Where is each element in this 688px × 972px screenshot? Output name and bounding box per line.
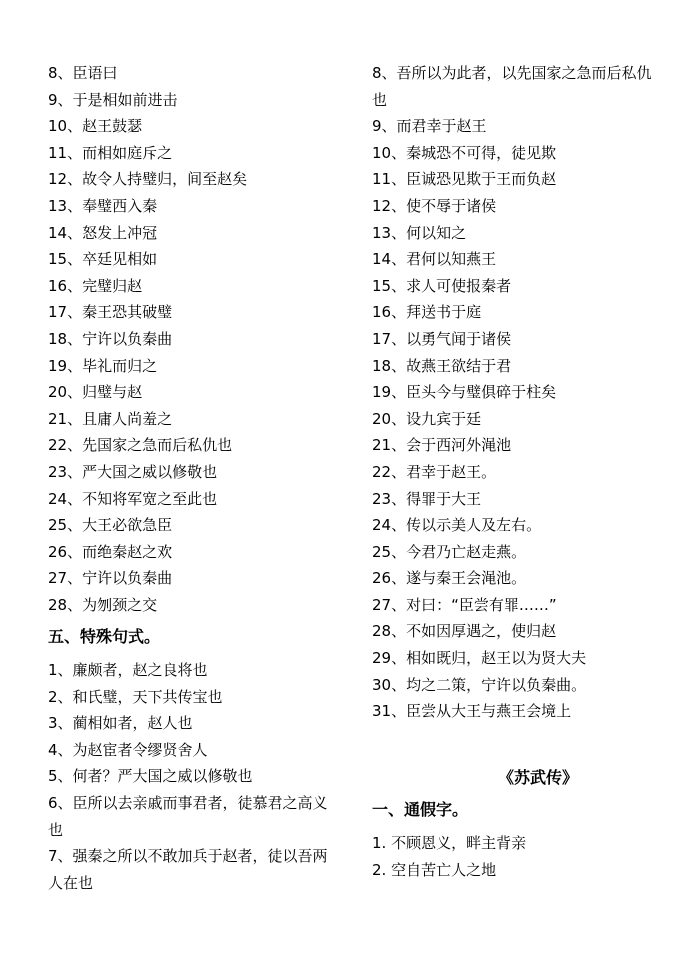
list-item: 16、拜送书于庭 bbox=[372, 303, 482, 322]
list-item: 19、臣头今与璧俱碎于柱矣 bbox=[372, 383, 557, 402]
list-item: 6、臣所以去亲戚而事君者，徒慕君之高义也 bbox=[48, 794, 328, 839]
list-item: 18、故燕王欲结于君 bbox=[372, 356, 512, 375]
list-item: 28、为刎颈之交 bbox=[48, 595, 158, 614]
list-item: 17、秦王恐其破璧 bbox=[48, 303, 173, 322]
list-item: 7、强秦之所以不敢加兵于赵者，徒以吾两人在也 bbox=[48, 847, 328, 892]
list-item: 15、卒廷见相如 bbox=[48, 250, 158, 269]
list-item: 27、宁许以负秦曲 bbox=[48, 569, 173, 588]
list-item: 1. 不顾恩义，畔主背亲 bbox=[372, 834, 527, 853]
list-item: 15、求人可使报秦者 bbox=[372, 276, 512, 295]
list-item: 2、和氏璧，天下共传宝也 bbox=[48, 687, 223, 706]
list-item: 17、以勇气闻于诸侯 bbox=[372, 329, 512, 348]
list-item: 23、严大国之威以修敬也 bbox=[48, 462, 218, 481]
list-item: 27、对曰：“臣尝有罪……” bbox=[372, 595, 557, 614]
spacer bbox=[372, 725, 664, 765]
list-item: 13、何以知之 bbox=[372, 223, 467, 242]
list-item: 10、赵王鼓瑟 bbox=[48, 117, 143, 136]
left-list-a bbox=[48, 60, 338, 618]
list-item: 26、遂与秦王会渑池。 bbox=[372, 569, 527, 588]
section-heading-special-sentences: 五、特殊句式。 bbox=[48, 627, 161, 647]
list-item: 19、毕礼而归之 bbox=[48, 356, 158, 375]
list-item: 16、完璧归赵 bbox=[48, 276, 143, 295]
list-item: 11、而相如庭斥之 bbox=[48, 143, 173, 162]
list-item: 8、臣语曰 bbox=[48, 64, 118, 82]
left-column bbox=[48, 60, 338, 896]
list-item: 10、秦城恐不可得，徒见欺 bbox=[372, 143, 557, 162]
list-item: 9、而君幸于赵王 bbox=[372, 117, 487, 136]
list-item: 21、会于西河外渑池 bbox=[372, 436, 512, 455]
list-item: 31、臣尝从大王与燕王会境上 bbox=[372, 702, 572, 721]
list-item: 23、得罪于大王 bbox=[372, 489, 482, 508]
list-item: 24、传以示美人及左右。 bbox=[372, 516, 542, 535]
list-item: 18、宁许以负秦曲 bbox=[48, 329, 173, 348]
right-list-b bbox=[372, 830, 664, 883]
list-item: 29、相如既归，赵王以为贤大夫 bbox=[372, 649, 587, 668]
list-item: 14、怒发上冲冠 bbox=[48, 223, 158, 242]
list-item: 3、蔺相如者，赵人也 bbox=[48, 714, 193, 733]
list-item: 30、均之二策，宁许以负秦曲。 bbox=[372, 675, 587, 694]
list-item: 13、奉璧西入秦 bbox=[48, 196, 158, 215]
list-item: 22、君幸于赵王。 bbox=[372, 462, 497, 481]
list-item: 14、君何以知燕王 bbox=[372, 250, 497, 269]
right-column bbox=[372, 60, 664, 883]
list-item: 25、今君乃亡赵走燕。 bbox=[372, 542, 527, 561]
list-item: 4、为赵宦者令缪贤舍人 bbox=[48, 740, 208, 759]
list-item: 12、故令人持璧归，间至赵矣 bbox=[48, 170, 248, 189]
list-item: 20、归璧与赵 bbox=[48, 383, 143, 402]
list-item: 12、使不辱于诸侯 bbox=[372, 196, 497, 215]
list-item: 2. 空自苦亡人之地 bbox=[372, 860, 497, 879]
left-list-b bbox=[48, 657, 338, 896]
list-item: 8、吾所以为此者，以先国家之急而后私仇也 bbox=[372, 64, 652, 109]
section-heading-tongjiazi: 一、通假字。 bbox=[372, 800, 469, 820]
right-list-a bbox=[372, 60, 664, 725]
list-item: 11、臣诚恐见欺于王而负赵 bbox=[372, 170, 557, 189]
list-item: 25、大王必欲急臣 bbox=[48, 516, 173, 535]
list-item: 26、而绝秦赵之欢 bbox=[48, 542, 173, 561]
list-item: 24、不知将军宽之至此也 bbox=[48, 489, 218, 508]
list-item: 21、且庸人尚羞之 bbox=[48, 409, 173, 428]
book-title: 《苏武传》 bbox=[497, 767, 578, 787]
list-item: 9、于是相如前进击 bbox=[48, 90, 178, 109]
list-item: 28、不如因厚遇之，使归赵 bbox=[372, 622, 557, 641]
list-item: 1、廉颇者，赵之良将也 bbox=[48, 661, 208, 680]
list-item: 5、何者？严大国之威以修敬也 bbox=[48, 767, 253, 786]
list-item: 20、设九宾于廷 bbox=[372, 409, 482, 428]
list-item: 22、先国家之急而后私仇也 bbox=[48, 436, 233, 455]
